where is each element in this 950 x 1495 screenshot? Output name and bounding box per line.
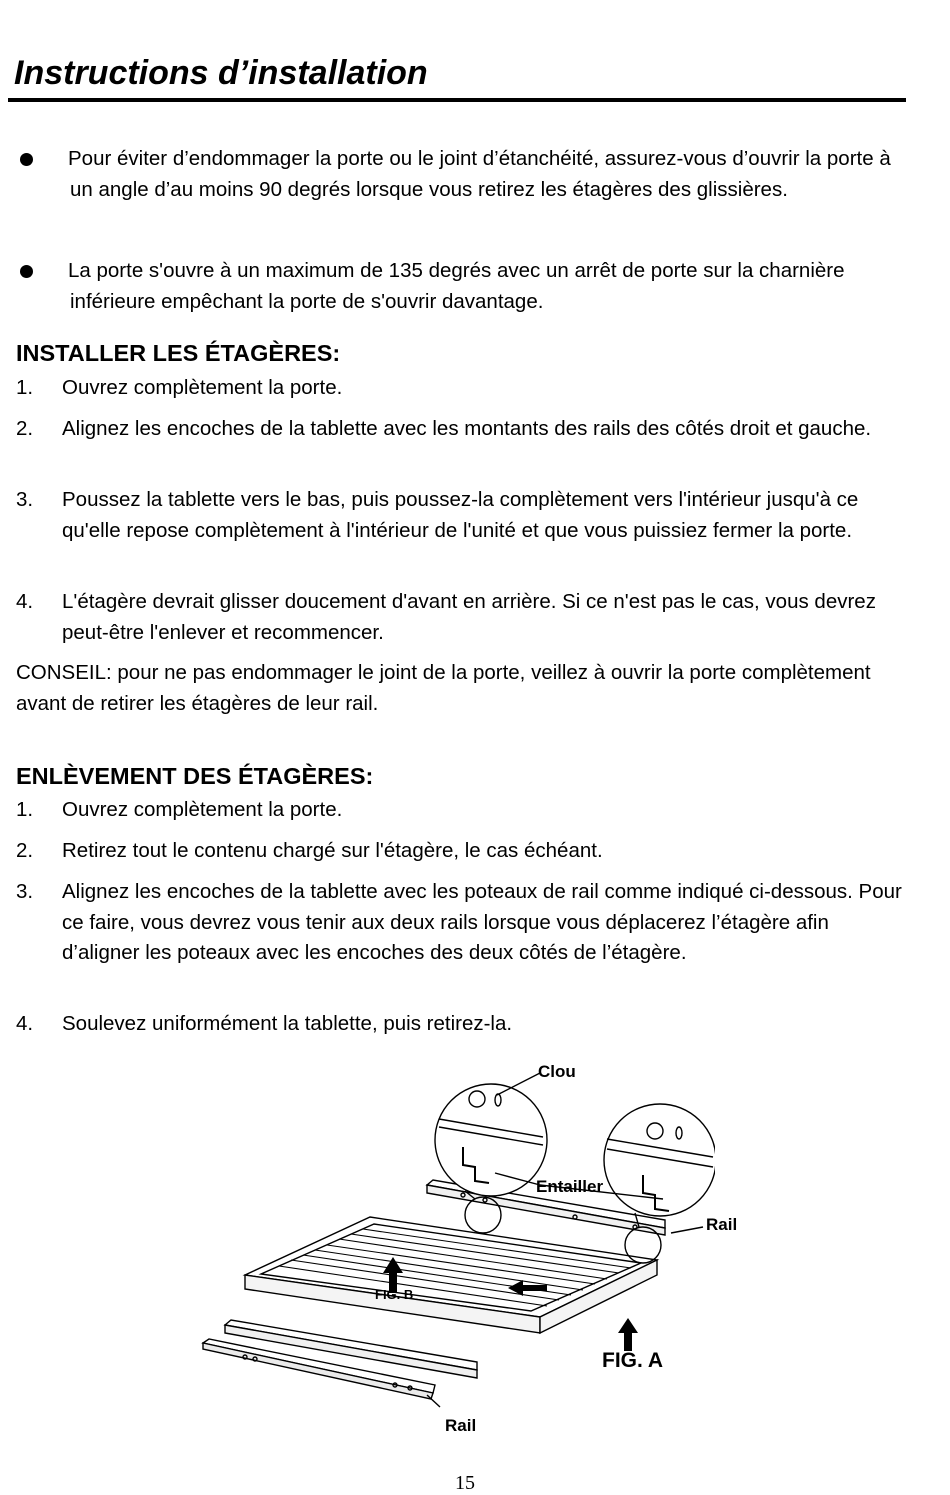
removal-step: [16, 836, 906, 867]
page-number: 15: [455, 1472, 475, 1494]
step-text: Ouvrez complètement la porte.: [62, 798, 343, 821]
step-text: Poussez la tablette vers le bas, puis poussez-la complètement vers l'intérieur jusqu'à ce qu'elle repose complètement à l'intérieur de l'unité et que vous puissiez fermer la porte.: [62, 488, 859, 542]
step-number: 4.: [16, 1012, 34, 1035]
step-text: L'étagère devrait glisser doucement d'avant en arrière. Si ce n'est pas le cas, vous devrez peut-être l'enlever et recommencer.: [62, 590, 876, 644]
label-rail-bottom: Rail: [445, 1416, 477, 1435]
step-number: 1.: [16, 798, 34, 821]
removal-step: [16, 877, 906, 969]
install-step: [16, 373, 906, 404]
step-number: 2.: [16, 417, 34, 440]
step-text: Retirez tout le contenu chargé sur l'étagère, le cas échéant.: [62, 839, 603, 862]
label-fig-a: FIG. A: [602, 1349, 664, 1372]
install-tip: CONSEIL: pour ne pas endommager le joint de la porte, veillez à ouvrir la porte complètement avant de retirer les étagères de leur rail.: [16, 661, 871, 715]
install-heading: INSTALLER LES ÉTAGÈRES:: [16, 340, 341, 366]
bullet-text: La porte s'ouvre à un maximum de 135 degrés avec un arrêt de porte sur la charnière inférieure empêchant la porte de s'ouvrir davantage.: [68, 259, 845, 313]
shelf-installation-illustration: [195, 1055, 738, 1445]
page-title: Instructions d’installation: [14, 54, 428, 92]
shelf-diagram: [195, 1055, 715, 1445]
step-text: Alignez les encoches de la tablette avec les montants des rails des côtés droit et gauche.: [62, 417, 872, 440]
install-step: [16, 485, 906, 546]
label-entailler: Entailler: [536, 1177, 604, 1196]
step-number: 1.: [16, 376, 34, 399]
bullet-dot: [20, 153, 33, 166]
label-fig-b: FIG. B: [375, 1287, 414, 1302]
label-clou: Clou: [538, 1062, 576, 1081]
step-number: 2.: [16, 839, 34, 862]
bullet-dot: [20, 265, 33, 278]
step-text: Alignez les encoches de la tablette avec les poteaux de rail comme indiqué ci-dessous. Pour ce faire, vous devrez vous tenir aux deux rails lorsque vous déplacerez l’étagère afin d’aligner les poteaux avec les encoches des deux côtés de l’étagère.: [62, 880, 902, 964]
removal-heading: ENLÈVEMENT DES ÉTAGÈRES:: [16, 763, 374, 789]
step-number: 3.: [16, 488, 34, 511]
bullet-item-door-max: [20, 256, 900, 317]
label-rail-right: Rail: [706, 1215, 738, 1234]
removal-step: [16, 1009, 906, 1040]
install-step: [16, 414, 906, 445]
title-rule: [8, 98, 906, 102]
install-step: [16, 587, 906, 648]
step-text: Ouvrez complètement la porte.: [62, 376, 343, 399]
step-number: 3.: [16, 880, 34, 903]
step-text: Soulevez uniformément la tablette, puis retirez-la.: [62, 1012, 513, 1035]
removal-step: [16, 795, 906, 826]
bullet-item-door-angle: [20, 144, 900, 205]
step-number: 4.: [16, 590, 34, 613]
bullet-text: Pour éviter d’endommager la porte ou le joint d’étanchéité, assurez-vous d’ouvrir la porte à un angle d’au moins 90 degrés lorsque vous retirez les étagères des glissières.: [68, 147, 891, 201]
